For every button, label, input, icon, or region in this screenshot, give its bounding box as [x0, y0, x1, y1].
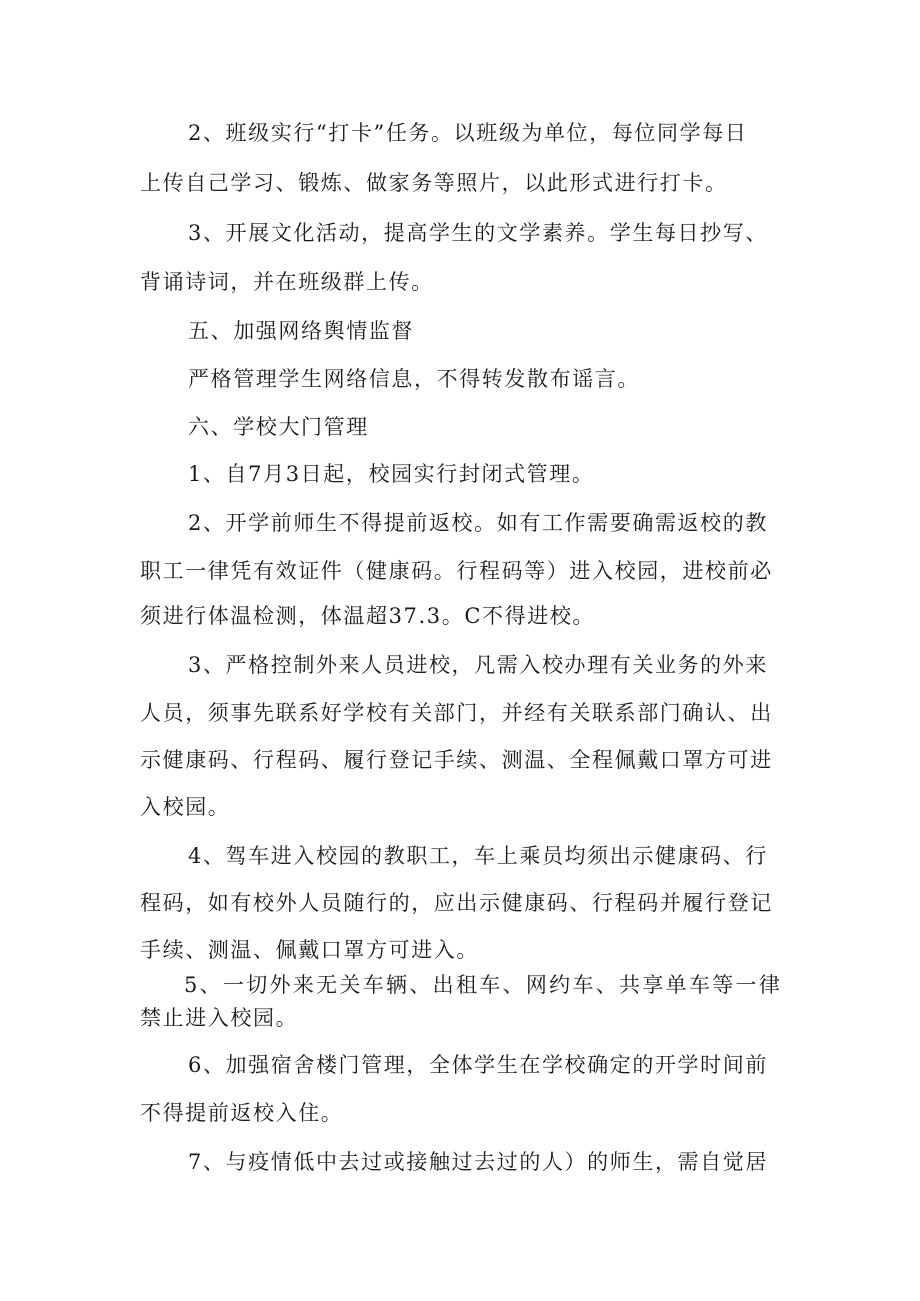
text-line: 入校园。 [140, 795, 231, 819]
text-line: 须进行体温检测，体温超37.3。C不得进校。 [140, 604, 596, 628]
text-line: 1、自7月3日起，校园实行封闭式管理。 [188, 462, 595, 486]
text-line: 人员，须事先联系好学校有关部门，并经有关联系部门确认、出 [140, 701, 773, 725]
text-line: 6、加强宿舍楼门管理，全体学生在学校确定的开学时间前 [188, 1053, 768, 1077]
text-line: 3、严格控制外来人员进校，凡需入校办理有关业务的外来 [188, 653, 768, 677]
text-line: 严格管理学生网络信息，不得转发散布谣言。 [188, 367, 640, 391]
text-line: 手续、测温、佩戴口罩方可进入。 [140, 938, 479, 962]
text-line: 2、班级实行“打卡”任务。以班级为单位，每位同学每日 [188, 121, 748, 145]
text-line: 不得提前返校入住。 [140, 1101, 344, 1125]
section-heading: 六、学校大门管理 [188, 415, 369, 439]
text-line: 4、驾车进入校园的教职工，车上乘员均须出示健康码、行 [188, 844, 768, 868]
text-line: 2、开学前师生不得提前返校。如有工作需要确需返校的教 [188, 511, 768, 535]
section-heading: 五、加强网络舆情监督 [188, 319, 414, 343]
text-line: 上传自己学习、锻炼、做家务等照片，以此形式进行打卡。 [140, 171, 728, 195]
text-line: 示健康码、行程码、履行登记手续、测温、全程佩戴口罩方可进 [140, 748, 773, 772]
text-line: 5、一切外来无关车辆、出租车、网约车、共享单车等一律 [184, 973, 783, 997]
text-line: 禁止进入校园。 [140, 1006, 299, 1030]
text-line: 3、开展文化活动，提高学生的文学素养。学生每日抄写、 [188, 221, 768, 245]
text-line: 程码，如有校外人员随行的，应出示健康码、行程码并履行登记 [140, 891, 773, 915]
text-line: 7、与疫情低中去过或接触过去过的人）的师生，需自觉居 [188, 1150, 768, 1174]
text-line: 职工一律凭有效证件（健康码。行程码等）进入校园，进校前必 [140, 559, 773, 583]
text-line: 背诵诗词，并在班级群上传。 [140, 270, 434, 294]
